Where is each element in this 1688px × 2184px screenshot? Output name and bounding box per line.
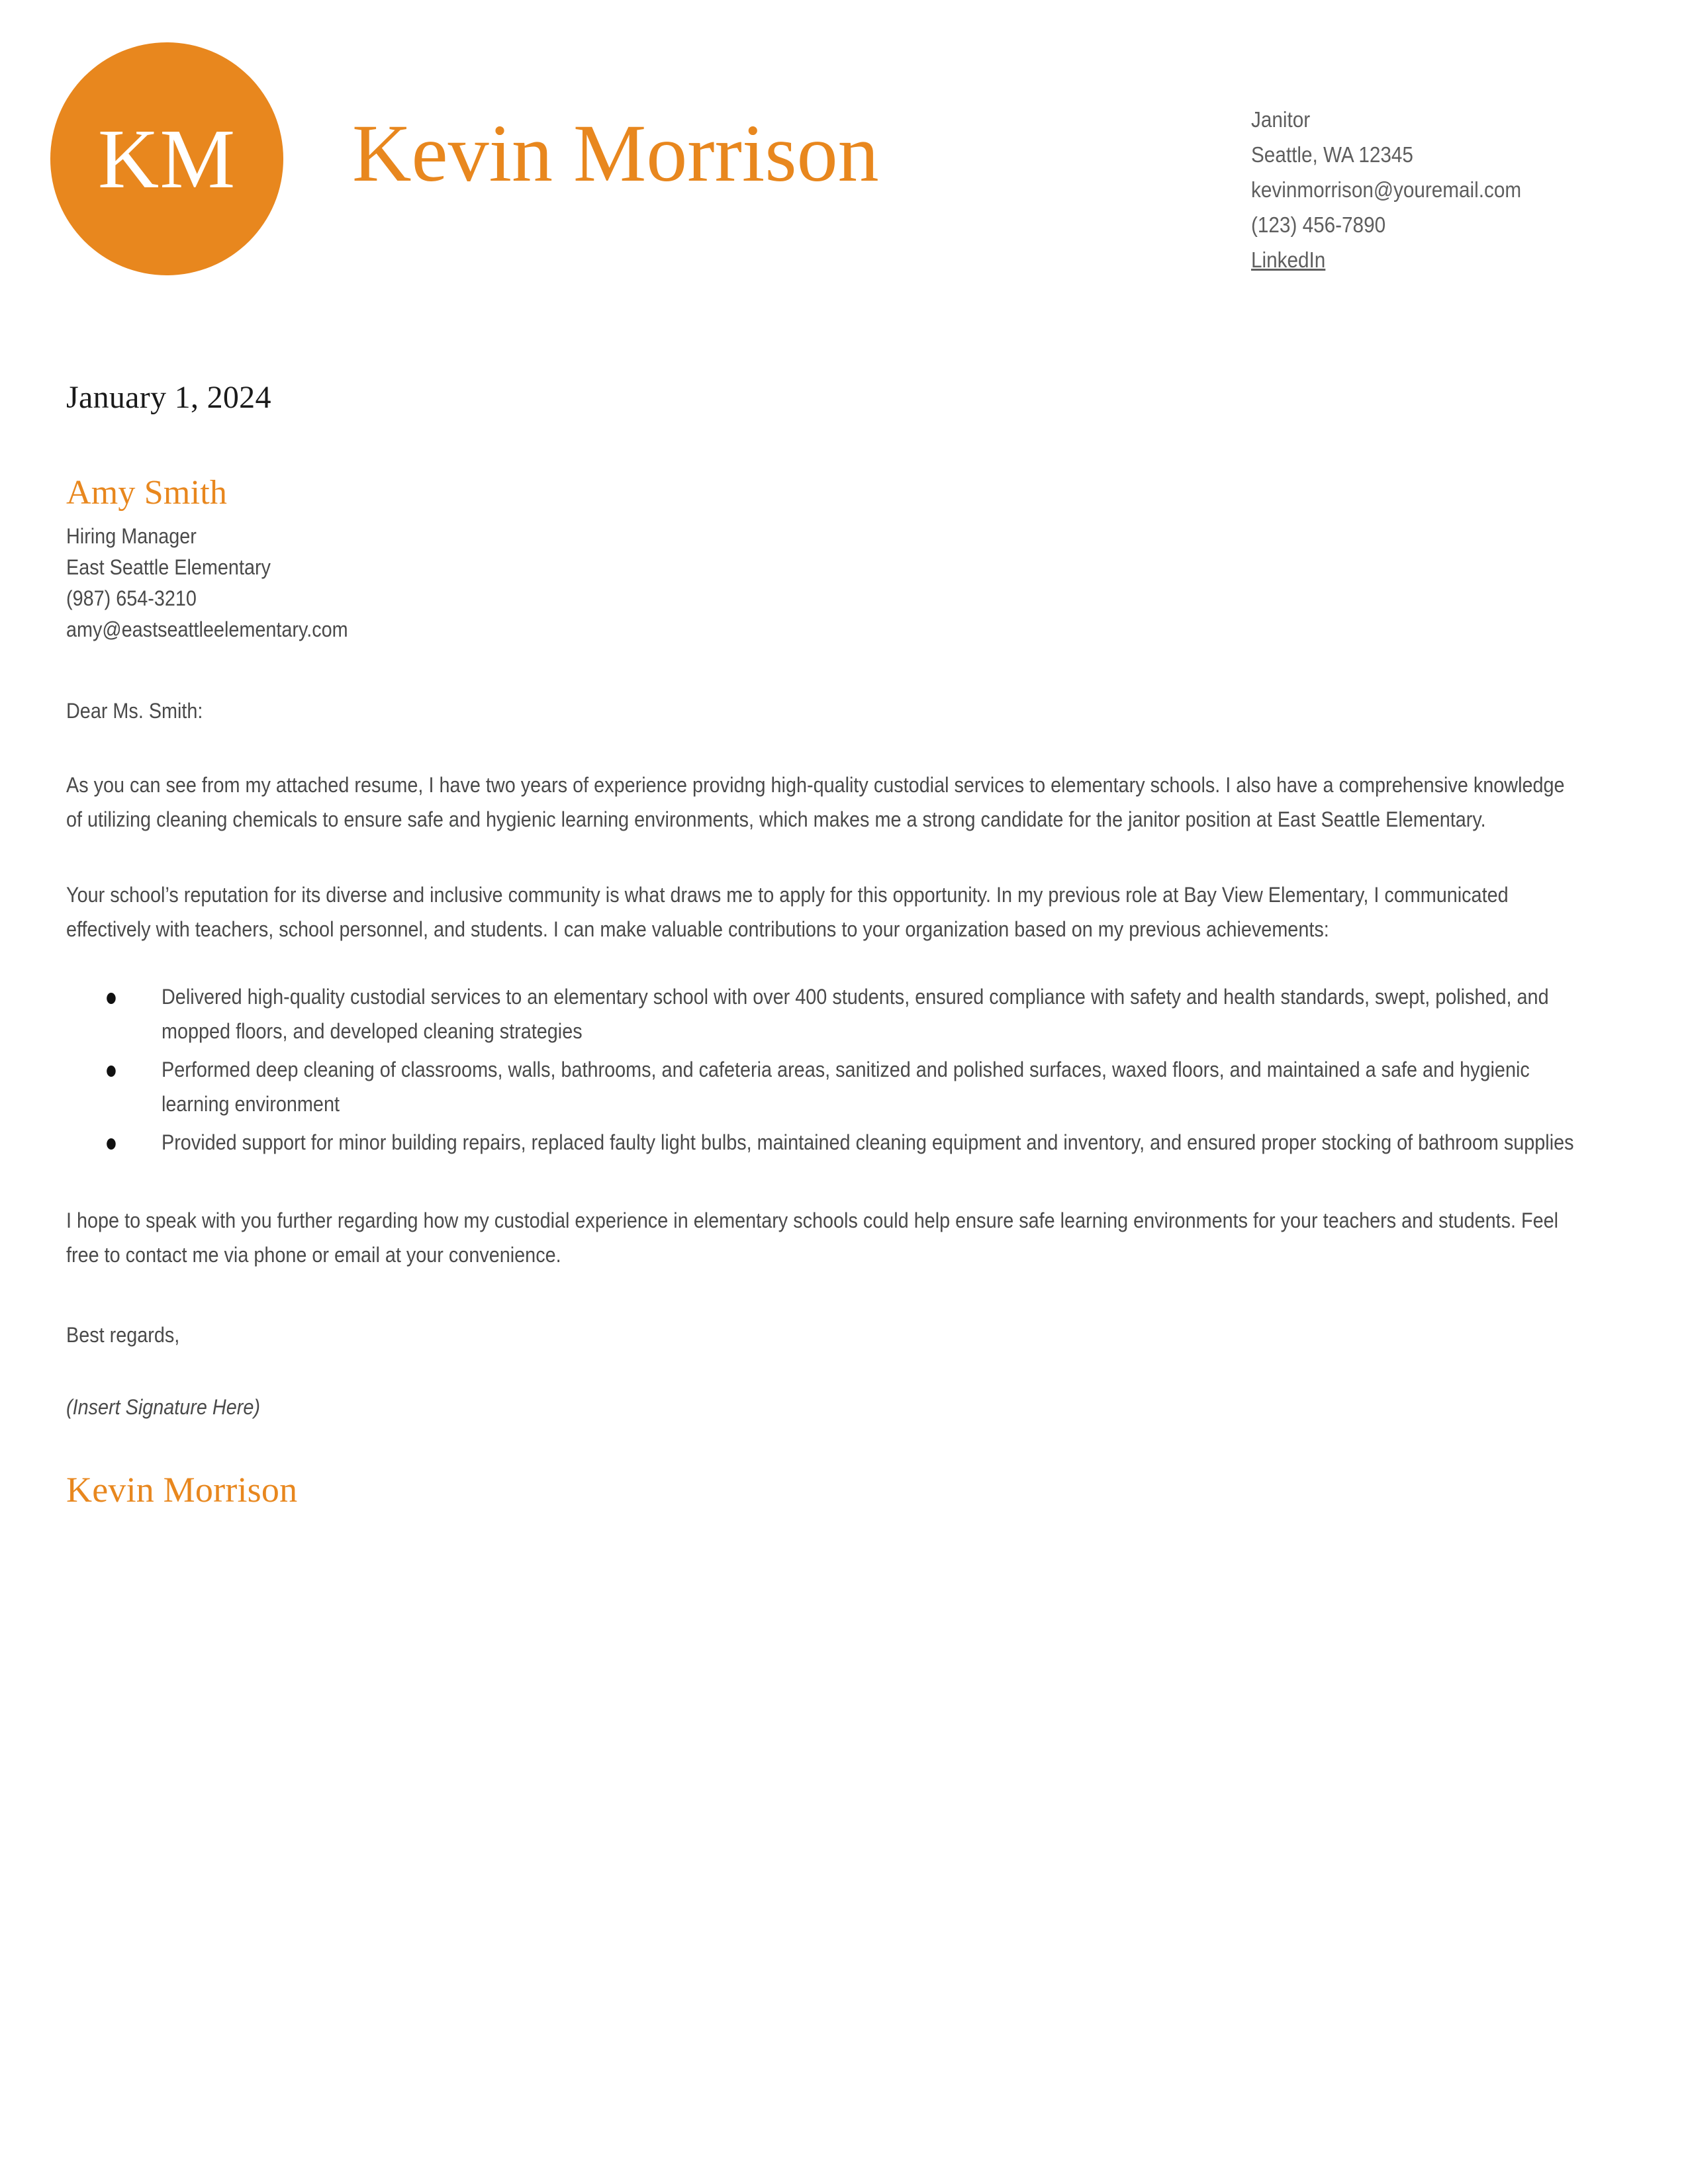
list-item bbox=[66, 979, 1575, 1048]
signature-name: Kevin Morrison bbox=[66, 1469, 298, 1510]
contact-email[interactable]: kevinmorrison@youremail.com bbox=[1251, 177, 1522, 202]
achievement-text: Delivered high-quality custodial services to an elementary school with over 400 students, ensured compliance with safety and health standards, swept, polished, and mopped floors, and developed cleaning strategies bbox=[162, 984, 1549, 1043]
contact-linkedin-link[interactable]: LinkedIn bbox=[1251, 248, 1326, 272]
achievements-list bbox=[66, 979, 1575, 1160]
recipient-title: Hiring Manager bbox=[66, 523, 197, 548]
page-title: Kevin Morrison bbox=[352, 107, 879, 199]
signature-placeholder: (Insert Signature Here) bbox=[66, 1394, 260, 1419]
recipient-organization: East Seattle Elementary bbox=[66, 555, 271, 579]
bullet-dot-icon bbox=[107, 993, 116, 1004]
bullet-dot-icon bbox=[107, 1138, 116, 1150]
monogram-circle-icon bbox=[50, 42, 283, 275]
recipient-phone: (987) 654-3210 bbox=[66, 586, 197, 610]
contact-location: Seattle, WA 12345 bbox=[1251, 142, 1413, 167]
contact-job-title: Janitor bbox=[1251, 107, 1311, 132]
list-item bbox=[66, 1125, 1575, 1160]
bullet-dot-icon bbox=[107, 1066, 116, 1077]
monogram-container bbox=[48, 37, 286, 275]
letter-body bbox=[0, 381, 1688, 1510]
letter-date: January 1, 2024 bbox=[66, 380, 271, 415]
body-paragraph-2: Your school’s reputation for its diverse and inclusive community is what draws me to apply for this opportunity. In my previous role at Bay View Elementary, I communicated effectively with teachers, school personnel, and students. I can make valuable contributions to your organization based on my previous achievements: bbox=[66, 882, 1509, 941]
body-paragraph-1: As you can see from my attached resume, I have two years of experience providng high-quality custodial services to elementary schools. I also have a comprehensive knowledge of utilizing cleaning chemicals to ensure safe and hygienic learning environments, which makes me a strong candidate for the janitor position at East Seattle Elementary. bbox=[66, 772, 1565, 831]
list-item bbox=[66, 1052, 1575, 1121]
contact-details bbox=[1251, 37, 1622, 277]
recipient-name: Amy Smith bbox=[66, 473, 228, 512]
letterhead-header bbox=[0, 0, 1688, 272]
achievement-text: Performed deep cleaning of classrooms, walls, bathrooms, and cafeteria areas, sanitized and polished surfaces, waxed floors, and maintained a safe and hygienic learning environment bbox=[162, 1057, 1530, 1116]
closing-paragraph: I hope to speak with you further regarding how my custodial experience in elementary schools could help ensure safe learning environments for your teachers and students. Feel free to contact me via phone or email at your convenience. bbox=[66, 1208, 1559, 1267]
salutation: Dear Ms. Smith: bbox=[66, 698, 203, 723]
recipient-email[interactable]: amy@eastseattleelementary.com bbox=[66, 617, 348, 641]
monogram-initials: KM bbox=[97, 112, 236, 206]
sign-off: Best regards, bbox=[66, 1322, 180, 1347]
contact-phone: (123) 456-7890 bbox=[1251, 212, 1386, 237]
name-container bbox=[286, 37, 1251, 270]
achievement-text: Provided support for minor building repairs, replaced faulty light bulbs, maintained cleaning equipment and inventory, and ensured proper stocking of bathroom supplies bbox=[162, 1130, 1574, 1154]
